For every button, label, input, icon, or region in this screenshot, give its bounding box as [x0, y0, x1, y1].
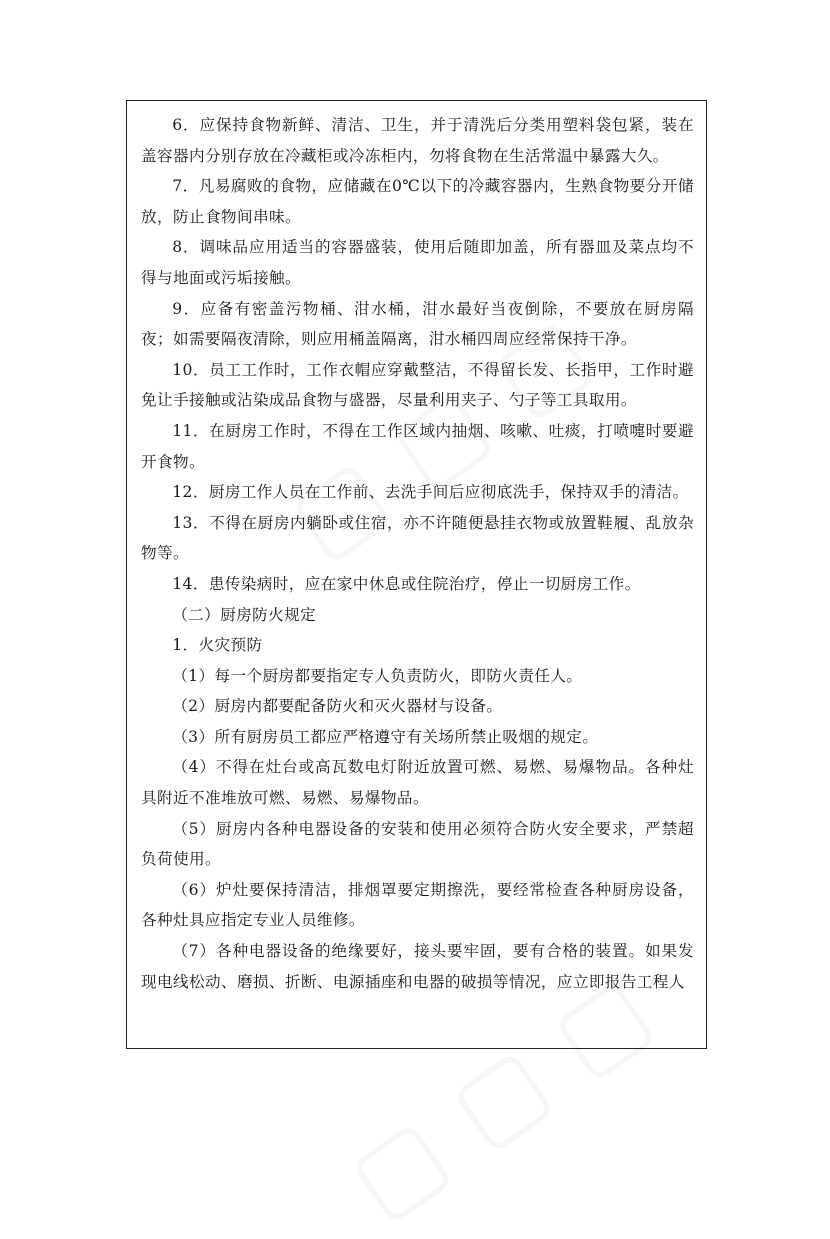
subsection-heading: 1．火灾预防 [172, 636, 263, 655]
paragraph: （3）所有厨房员工都应严格遵守有关场所禁止吸烟的规定。 [172, 727, 599, 746]
paragraph: 7．凡易腐败的食物，应储藏在0℃以下的冷藏容器内，生熟食物要分开储放，防止食物间串味。 [141, 177, 694, 226]
paragraph: （1）每一个厨房都要指定专人负责防火，即防火责任人。 [172, 666, 583, 685]
paragraph: 6．应保持食物新鲜、清洁、卫生，并于清洗后分类用塑料袋包紧，装在盖容器内分别存放在冷藏柜或冷冻柜内，勿将食物在生活常温中暴露大久。 [141, 116, 694, 165]
paragraph: 11．在厨房工作时，不得在工作区域内抽烟、咳嗽、吐痰，打喷嚏时要避开食物。 [141, 421, 694, 471]
paragraph: （4）不得在灶台或高瓦数电灯附近放置可燃、易燃、易爆物品。各种灶具附近不准堆放可燃、易燃、易爆物品。 [141, 758, 694, 808]
paragraph: 12．厨房工作人员在工作前、去洗手间后应彻底洗手，保持双手的清洁。 [172, 483, 689, 502]
document-frame [126, 100, 707, 1049]
paragraph: （2）厨房内都要配备防火和灭火器材与设备。 [172, 697, 503, 716]
paragraph: 10．员工工作时，工作衣帽应穿戴整洁，不得留长发、长指甲，工作时避免让手接触或沾染成品食物与盛器，尽量利用夹子、勺子等工具取用。 [141, 360, 694, 410]
paragraph: 9．应备有密盖污物桶、泔水桶，泔水最好当夜倒除，不要放在厨房隔夜；如需要隔夜清除，则应用桶盖隔离，泔水桶四周应经常保持干净。 [141, 299, 694, 349]
paragraph: 14．患传染病时，应在家中休息或住院治疗，停止一切厨房工作。 [172, 574, 641, 593]
paragraph: 13．不得在厨房内躺卧或住宿，亦不许随便悬挂衣物或放置鞋履、乱放杂物等。 [141, 513, 694, 563]
paragraph: （7）各种电器设备的绝缘要好，接头要牢固，要有合格的装置。如果发现电线松动、磨损、折断、电源插座和电器的破损等情况，应立即报告工程人 [141, 942, 694, 991]
section-heading: （二）厨房防火规定 [172, 605, 317, 624]
paragraph: 8．调味品应用适当的容器盛装，使用后随即加盖，所有器皿及菜点均不得与地面或污垢接触。 [141, 238, 694, 287]
paragraph: （6）炉灶要保持清洁，排烟罩要定期擦洗，要经常检查各种厨房设备，各种灶具应指定专业人员维修。 [141, 880, 694, 930]
paragraph: （5）厨房内各种电器设备的安装和使用必须符合防火安全要求，严禁超负荷使用。 [141, 819, 694, 869]
